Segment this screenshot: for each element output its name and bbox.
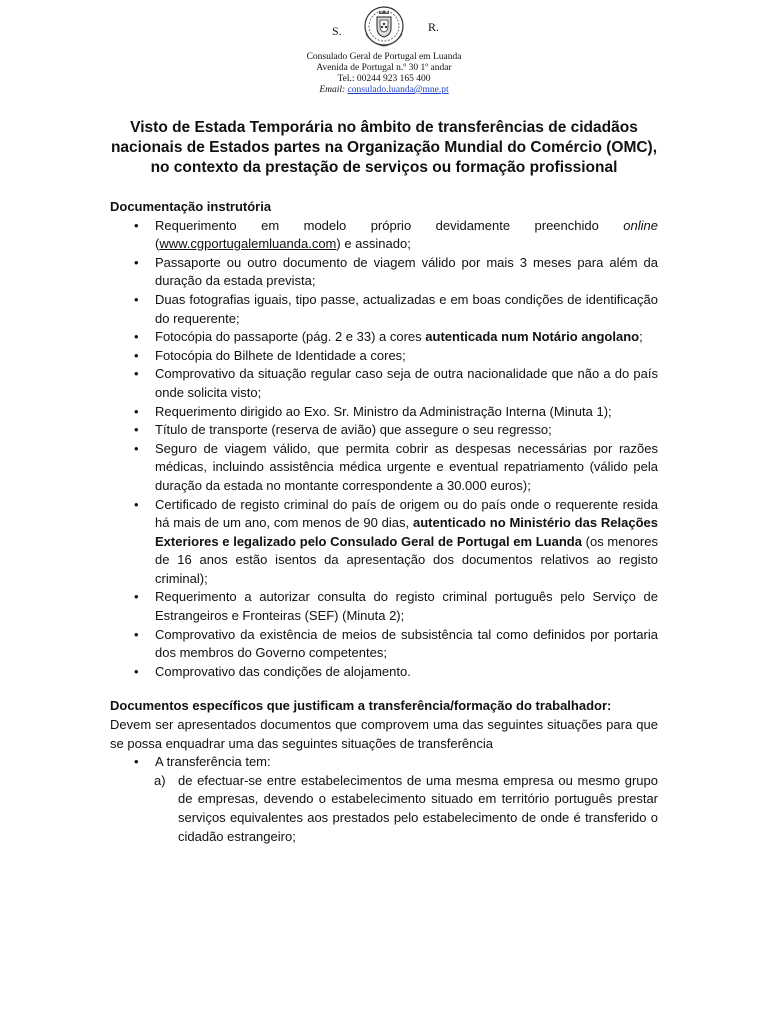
list-item: • Requerimento em modelo próprio devidamente preenchido online (www.cgportugalemluanda.com) e assinado;	[110, 217, 658, 254]
document-body	[110, 198, 658, 846]
transfer-sublist	[110, 772, 658, 846]
list-item: • Requerimento a autorizar consulta do registo criminal português pelo Serviço de Estrangeiros e Fronteiras (SEF) (Minuta 2);	[110, 588, 658, 625]
seal-row	[0, 4, 768, 52]
list-item: • Duas fotografias iguais, tipo passe, actualizadas e em boas condições de identificação do requerente;	[110, 291, 658, 328]
email-label: Email:	[319, 85, 346, 95]
website-link[interactable]: www.cgportugalemluanda.com	[159, 236, 337, 252]
list-item: • Título de transporte (reserva de avião) que assegure o seu regresso;	[110, 421, 658, 440]
list-item: • Requerimento dirigido ao Exo. Sr. Ministro da Administração Interna (Minuta 1);	[110, 403, 658, 422]
consulate-address: Avenida de Portugal n.º 30 1º andar	[316, 63, 452, 73]
coat-of-arms-icon	[358, 4, 410, 48]
letterhead-right-letter: R.	[428, 20, 440, 34]
list-item: • Certificado de registo criminal do país de origem ou do país onde o requerente resida há mais de um ano, com menos de 90 dias, autenticado no Ministério das Relações Exteriores e legalizado pelo Consulado Geral de Portugal em Luanda (os menores de 16 anos estão isentos da apresentação dos documentos relativos ao registo criminal);	[110, 496, 658, 589]
list-item: • Comprovativo da situação regular caso seja de outra nacionalidade que não a do país onde solicita visto;	[110, 365, 658, 402]
letterhead-left-letter: S.	[332, 24, 342, 38]
list-item: • A transferência tem:	[110, 753, 658, 772]
list-item: • Fotocópia do passaporte (pág. 2 e 33) a cores autenticada num Notário angolano;	[110, 328, 658, 347]
transfer-conditions-list	[110, 753, 658, 772]
document-title: Visto de Estada Temporária no âmbito de transferências de cidadãos nacionais de Estados partes na Organização Mundial do Comércio (OMC), no contexto da prestação de serviços ou formação profissional	[110, 119, 658, 176]
consulate-letterhead	[0, 4, 768, 96]
section-heading-documentation: Documentação instrutória	[110, 199, 272, 214]
section-heading-specific-documents: Documentos específicos que justificam a transferência/formação do trabalhador:	[110, 698, 612, 714]
sublist-marker: a)	[154, 772, 166, 788]
documentation-list	[110, 217, 658, 682]
email-link[interactable]: consulado.luanda@mne.pt	[347, 85, 449, 95]
consulate-phone: Tel.: 00244 923 165 400	[337, 74, 431, 84]
list-item: • Comprovativo das condições de alojamento.	[110, 663, 658, 682]
sublist-item: a) de efectuar-se entre estabelecimentos de uma mesma empresa ou mesmo grupo de empresas, devendo o estabelecimento situado em território português prestar serviços equivalentes aos prestados pelo estabelecimento de onde é transferido o cidadão estrangeiro;	[154, 772, 658, 844]
list-item: • Fotocópia do Bilhete de Identidade a cores;	[110, 347, 658, 366]
list-item: • Passaporte ou outro documento de viagem válido por mais 3 meses para além da duração da estada prevista;	[110, 254, 658, 291]
list-item: • Seguro de viagem válido, que permita cobrir as despesas necessárias por razões médicas, incluindo assistência médica urgente e eventual repatriamento (válido pela duração da estada no montante correspondente a 30.000 euros);	[110, 440, 658, 496]
section-intro-paragraph: Devem ser apresentados documentos que comprovem uma das seguintes situações para que se possa enquadrar uma das seguintes situações de transferência	[110, 717, 658, 751]
consulate-email-line	[0, 85, 768, 96]
consulate-name: Consulado Geral de Portugal em Luanda	[306, 52, 462, 62]
list-item: • Comprovativo da existência de meios de subsistência tal como definidos por portaria dos membros do Governo competentes;	[110, 626, 658, 663]
section-spacer	[110, 681, 658, 697]
